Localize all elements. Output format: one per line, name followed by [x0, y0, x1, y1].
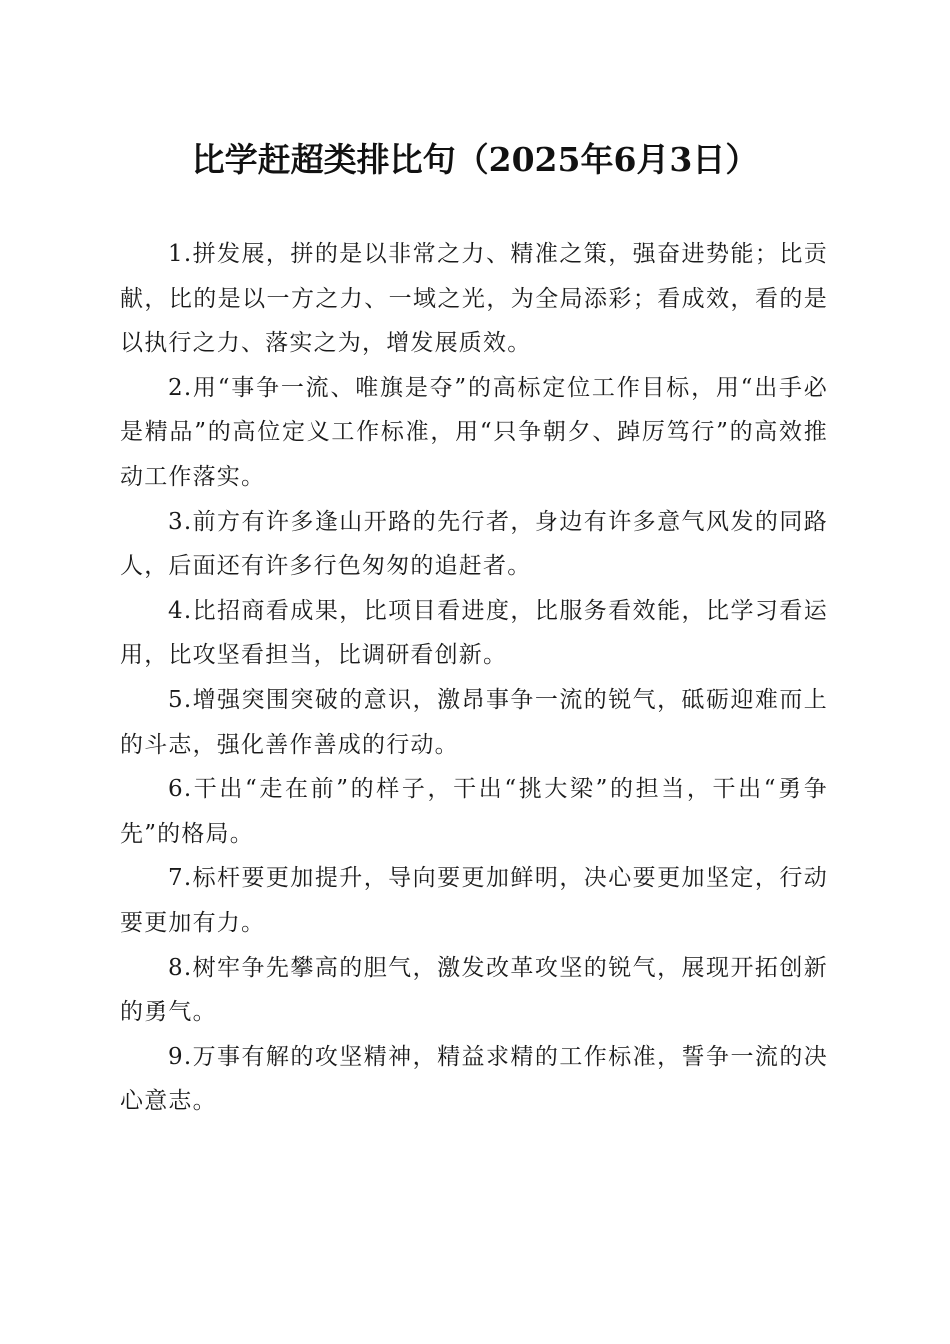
- paragraph-6: 6.干出“走在前”的样子，干出“挑大梁”的担当，干出“勇争先”的格局。: [120, 776, 828, 847]
- paragraph-3: 3.前方有许多逢山开路的先行者，身边有许多意气风发的同路人，后面还有许多行色匆匆的追赶者。: [120, 508, 828, 580]
- paragraph-9: 9.万事有解的攻坚精神，精益求精的工作标准，誓争一流的决心意志。: [120, 1043, 828, 1115]
- paragraph-2: 2.用“事争一流、唯旗是夺”的高标定位工作目标，用“出手必是精品”的高位定义工作标准，用“只争朝夕、踔厉笃行”的高效推动工作落实。: [120, 374, 828, 490]
- paragraph-8: 8.树牢争先攀高的胆气，激发改革攻坚的锐气，展现开拓创新的勇气。: [120, 954, 828, 1026]
- paragraph-4: 4.比招商看成果，比项目看进度，比服务看效能，比学习看运用，比攻坚看担当，比调研看创新。: [120, 597, 828, 669]
- document-title: 比学赶超类排比句（2025年6月3日）: [191, 140, 759, 179]
- paragraph-1: 1.拼发展，拼的是以非常之力、精准之策，强奋进势能；比贡献，比的是以一方之力、一域之光，为全局添彩；看成效，看的是以执行之力、落实之为，增发展质效。: [120, 241, 828, 357]
- document-body: [120, 232, 828, 1124]
- paragraph-7: 7.标杆要更加提升，导向要更加鲜明，决心要更加坚定，行动要更加有力。: [120, 865, 828, 936]
- paragraph-5: 5.增强突围突破的意识，激昂事争一流的锐气，砥砺迎难而上的斗志，强化善作善成的行动。: [120, 686, 828, 758]
